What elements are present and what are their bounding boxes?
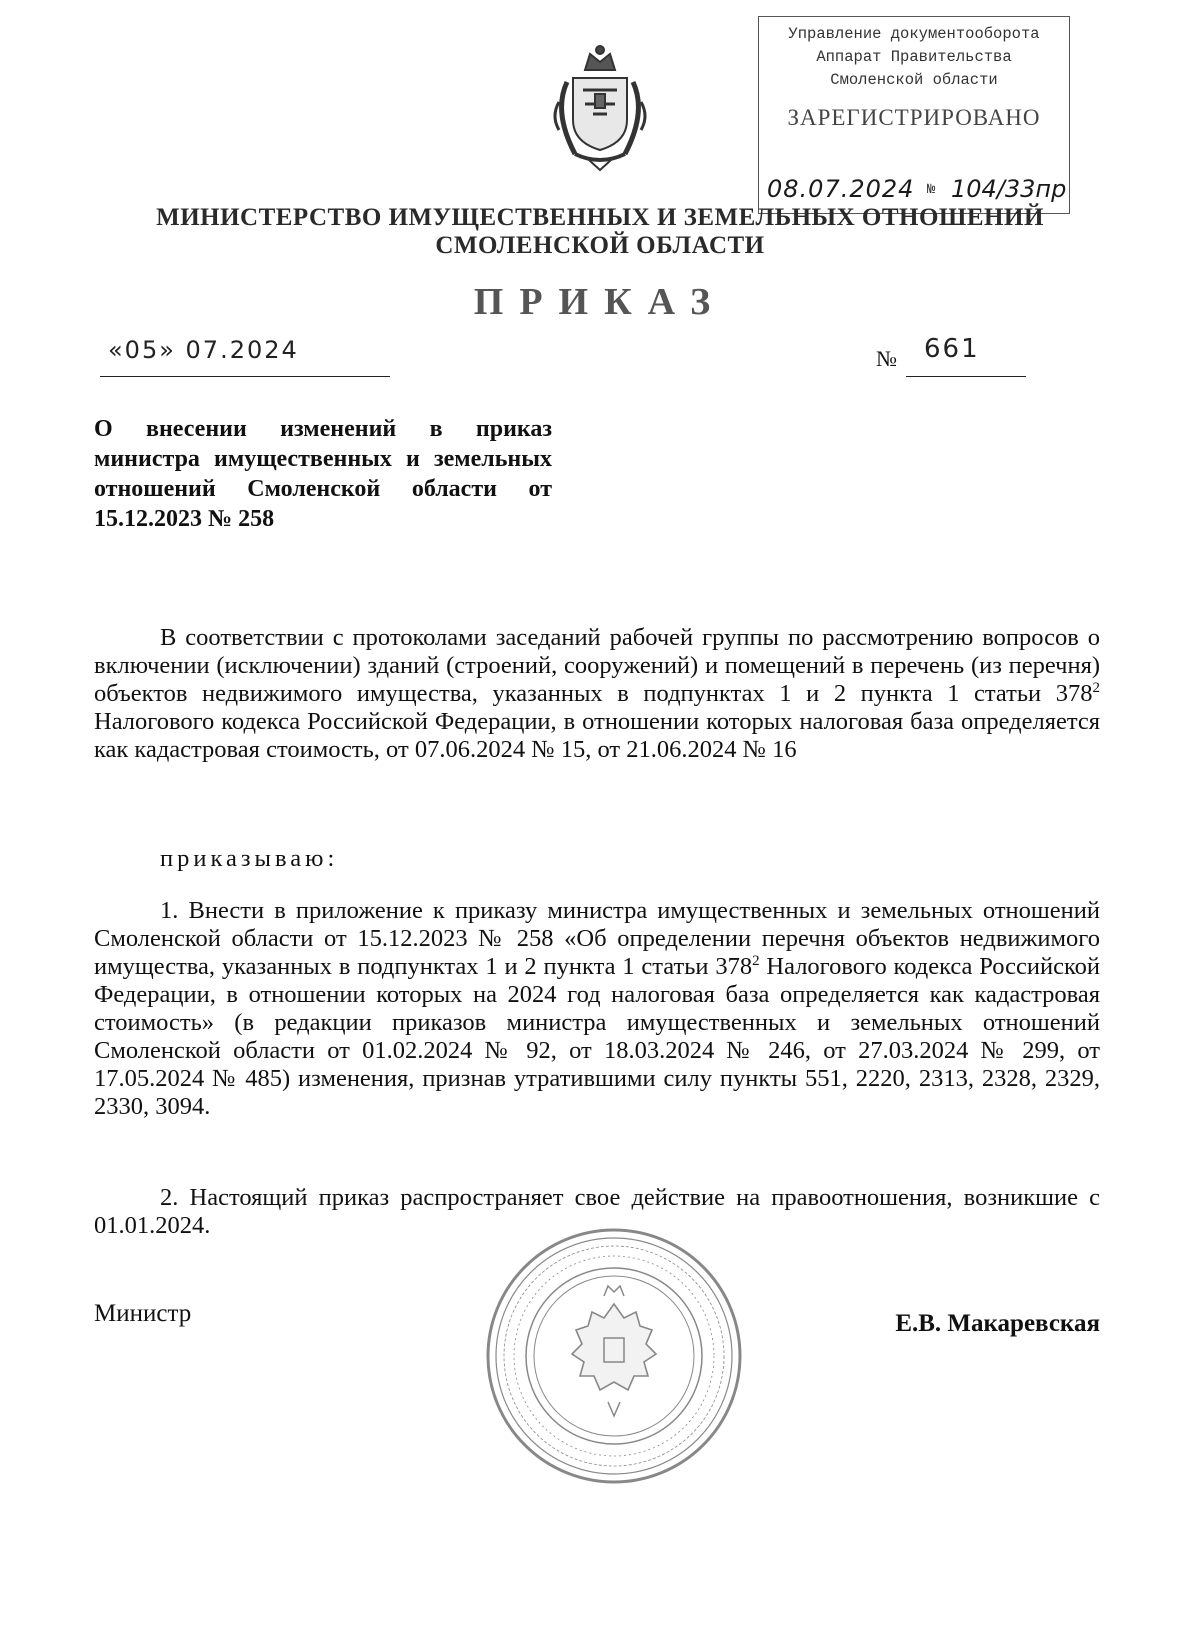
clause-1-superscript: 2 [752, 952, 760, 969]
ministry-heading [130, 204, 1070, 260]
order-number-label: № [876, 346, 897, 371]
stamp-line-2: Аппарат Правительства [816, 48, 1012, 66]
stamp-line-3: Смоленской области [830, 71, 998, 89]
preamble-text-b: Налогового кодекса Российской Федерации, в отношении которых налоговая база определяется как кадастровая стоимость, от 07.06.2024 № 15, от 21.06.2024 № 16 [94, 708, 1100, 763]
preamble-text-a: В соответствии с протоколами заседаний рабочей группы по рассмотрению вопросов о включении (исключении) зданий (строений, сооружений) и помещений в перечень (из перечня) объектов недвижимого имущества, указанных в подпунктах 1 и 2 пункта 1 статьи 378 [94, 624, 1100, 707]
official-seal-icon [484, 1226, 744, 1486]
document-type-title: ПРИКАЗ [473, 281, 727, 323]
clause-1-text-b: Налогового кодекса Российской Федерации, в отношении которых на 2024 год налоговая база определяется как кадастровая стоимость» (в редакции приказов министра имущественных и земельных отношений Смоленской области от 01.02.2024 № 92, от 18.03.2024 № 246, от 27.03.2024 № 299, от 17.05.2024 № 485) изменения, признав утратившими силу пункты 551, 2220, 2313, 2328, 2329, 2330, 3094. [94, 953, 1100, 1120]
order-date: «05» 07.2024 [108, 336, 299, 364]
ministry-line-1: МИНИСТЕРСТВО ИМУЩЕСТВЕННЫХ И ЗЕМЕЛЬНЫХ ОТНОШЕНИЙ [156, 204, 1044, 231]
clause-1-text-a: 1. Внести в приложение к приказу министра имущественных и земельных отношений Смоленской области от 15.12.2023 № 258 «Об определении перечня объектов недвижимого имущества, указанных в подпунктах 1 и 2 пункта 1 статьи 378 [94, 897, 1100, 980]
stamp-reg-no-label: № [927, 182, 936, 198]
order-subject: О внесении изменений в приказ министра имущественных и земельных отношений Смоленской области от 15.12.2023 № 258 [94, 416, 552, 532]
ministry-line-2: СМОЛЕНСКОЙ ОБЛАСТИ [435, 232, 765, 259]
stamp-reg-date: 08.07.2024 [767, 175, 915, 203]
signatory-role: Министр [94, 1300, 192, 1327]
clause-1 [94, 897, 1100, 1121]
order-verb: приказываю: [160, 845, 339, 872]
stamp-reg-no: 104/33пр [951, 175, 1067, 203]
stamp-line-1: Управление документооборота [788, 25, 1040, 43]
preamble-paragraph [94, 624, 1100, 764]
preamble-superscript: 2 [1092, 679, 1100, 696]
registration-stamp [758, 16, 1070, 214]
clause-2: 2. Настоящий приказ распространяет свое действие на правоотношения, возникшие с 01.01.2024. [94, 1184, 1100, 1239]
order-number: 661 [924, 334, 980, 364]
signatory-name: Е.В. Макаревская [895, 1310, 1100, 1337]
coat-of-arms-icon [545, 42, 655, 172]
stamp-status: ЗАРЕГИСТРИРОВАНО [787, 105, 1041, 130]
